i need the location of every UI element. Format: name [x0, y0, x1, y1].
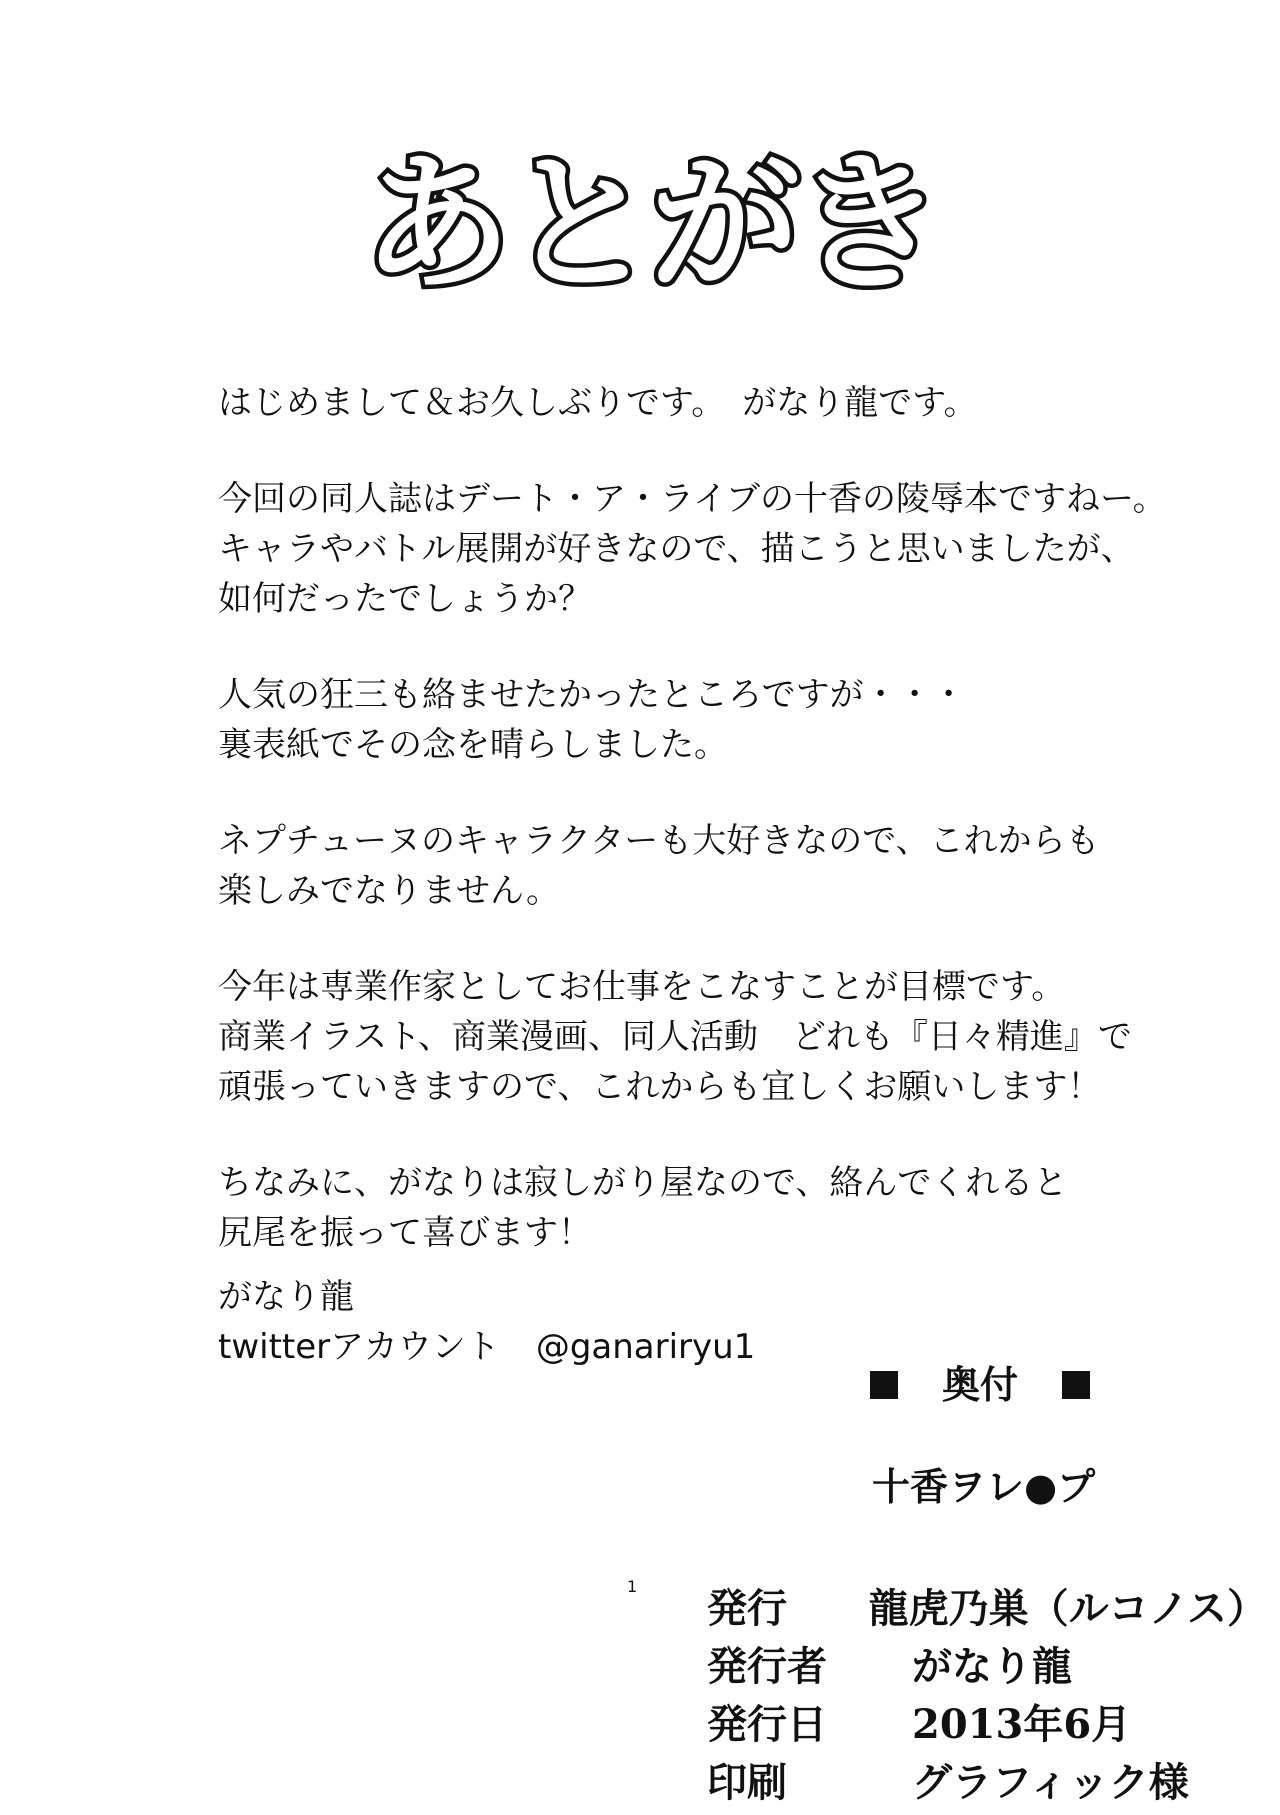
text-line: ネプチューヌのキャラクターも大好きなので、これからも: [218, 821, 1100, 861]
colophon-row-date: [707, 1696, 1267, 1754]
text-line: ちなみに、がなりは寂しがり屋なので、絡んでくれると: [218, 1163, 1068, 1203]
colophon-key: 発行日: [707, 1701, 827, 1748]
paragraph-kurumi: [218, 670, 1118, 770]
paragraph-goals: [218, 962, 1132, 1112]
text-line: 今年は専業作家としてお仕事をこなすことが目標です。: [218, 967, 1066, 1007]
text-line: 頑張っていきますので、これからも宜しくお願いします！: [218, 1067, 1102, 1107]
text-line: 商業イラスト、商業漫画、同人活動 どれも『日々精進』で: [218, 1017, 1132, 1057]
colophon-heading: [870, 1360, 1120, 1410]
colophon-table: [707, 1580, 1267, 1812]
text-line: 楽しみでなりません。: [218, 871, 561, 911]
square-bullet-icon: [870, 1371, 898, 1399]
afterword-body: [218, 378, 1167, 1304]
paragraph-greeting: [218, 378, 1118, 428]
colophon-row-publisher: [707, 1580, 1267, 1638]
text-line: 裏表紙でその念を晴らしました。: [218, 725, 728, 765]
text-line: 如何だったでしょうか？: [218, 579, 592, 619]
colophon-key: 発行: [707, 1585, 787, 1632]
twitter-handle: @ganariryu1: [535, 1327, 756, 1367]
colophon-heading-label: 奥付: [942, 1362, 1019, 1407]
text-line: 尻尾を振って喜びます！: [218, 1213, 592, 1253]
page-number: 1: [627, 1577, 638, 1596]
signature: [218, 1272, 755, 1372]
afterword-title: あとがき: [361, 138, 938, 312]
square-bullet-icon: [1062, 1371, 1090, 1399]
colophon-key: 印刷: [707, 1759, 787, 1806]
text-line: 人気の狂三も絡ませたかったところですが・・・: [218, 675, 966, 715]
twitter-label: twitterアカウント: [218, 1327, 500, 1367]
colophon-value: 龍虎乃巣（ルコノス）: [868, 1585, 1267, 1632]
colophon-value: 2013年6月: [912, 1701, 1132, 1748]
paragraph-about-book: [218, 474, 1167, 624]
colophon-key: 発行者: [707, 1643, 827, 1690]
book-title: 十香ヲレ●プ: [872, 1465, 1096, 1509]
colophon-row-printer: [707, 1754, 1267, 1812]
twitter-line: [218, 1322, 755, 1372]
text-line: 今回の同人誌はデート・ア・ライブの十香の陵辱本ですねー。: [218, 479, 1167, 519]
paragraph-closing: [218, 1158, 1118, 1258]
text-line: はじめまして＆お久しぶりです。 がなり龍です。: [218, 383, 978, 423]
paragraph-neptune: [218, 816, 1118, 916]
colophon-row-issuer: [707, 1638, 1267, 1696]
author-name: がなり龍: [218, 1277, 354, 1317]
colophon-value: がなり龍: [912, 1643, 1072, 1690]
colophon-value: グラフィック様: [912, 1759, 1189, 1806]
text-line: キャラやバトル展開が好きなので、描こうと思いましたが、: [218, 529, 1135, 569]
